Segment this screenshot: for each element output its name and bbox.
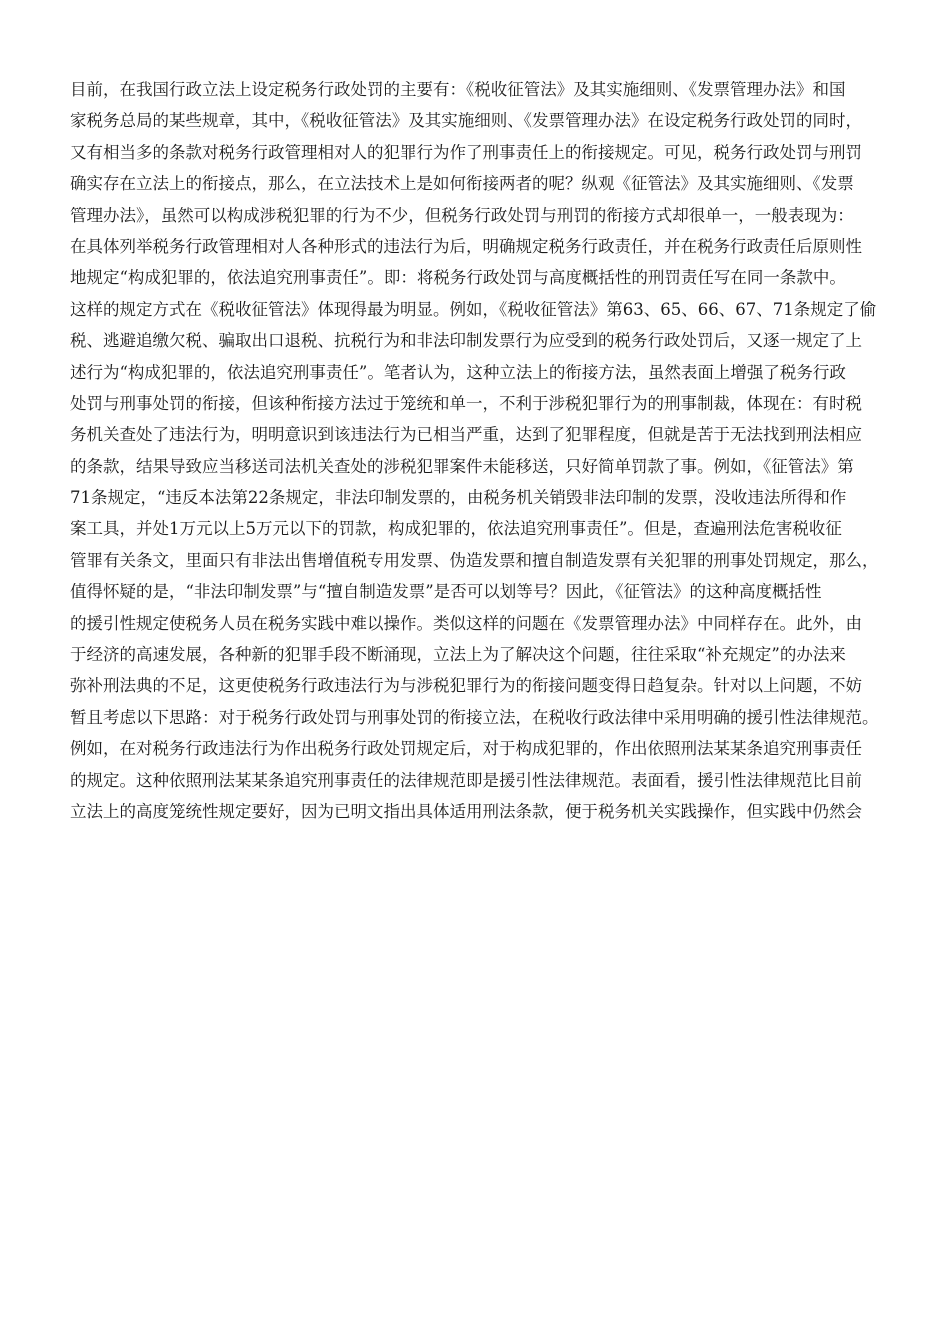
text-line-11: 处罚与刑事处罚的衔接，但该种衔接方法过于笼统和单一，不利于涉税犯罪行为的刑事制裁，体现在：有时税 <box>70 393 862 413</box>
text-line-17: 值得怀疑的是，“非法印制发票”与“擅自制造发票”是否可以划等号？因此，《征管法》的这种高度概括性 <box>70 582 822 602</box>
text-line-23: 的规定。这种依照刑法某某条追究刑事责任的法律规范即是援引性法律规范。表面看，援引性法律规范比目前 <box>70 770 862 790</box>
text-line-22: 例如，在对税务行政违法行为作出税务行政处罚规定后，对于构成犯罪的，作出依照刑法某某条追究刑事责任 <box>70 739 862 759</box>
text-line-1: 目前，在我国行政立法上设定税务行政处罚的主要有：《税收征管法》及其实施细则、《发票管理办法》和国 <box>70 80 846 99</box>
text-line-12: 务机关查处了违法行为，明明意识到该违法行为已相当严重，达到了犯罪程度，但就是苦于无法找到刑法相应 <box>70 425 862 445</box>
text-line-5: 管理办法》，虽然可以构成涉税犯罪的行为不少，但税务行政处罚与刑罚的衔接方式却很单一，一般表现为： <box>70 205 854 225</box>
text-line-6: 在具体列举税务行政管理相对人各种形式的违法行为后，明确规定税务行政责任，并在税务行政责任后原则性 <box>70 236 862 256</box>
text-line-15: 案工具，并处1万元以上5万元以下的罚款，构成犯罪的，依法追究刑事责任”。但是，查遍刑法危害税收征 <box>70 519 842 539</box>
text-line-13: 的条款，结果导致应当移送司法机关查处的涉税犯罪案件未能移送，只好简单罚款了事。例如，《征管法》第 <box>70 456 854 476</box>
text-line-2: 家税务总局的某些规章，其中，《税收征管法》及其实施细则、《发票管理办法》在设定税务行政处罚的同时， <box>70 111 862 131</box>
text-line-9: 税、逃避追缴欠税、骗取出口退税、抗税行为和非法印制发票行为应受到的税务行政处罚后，又逐一规定了上 <box>70 331 862 351</box>
text-line-19: 于经济的高速发展，各种新的犯罪手段不断涌现，立法上为了解决这个问题，往往采取“补充规定”的办法来 <box>70 645 846 665</box>
text-line-14: 71条规定，“违反本法第22条规定，非法印制发票的，由税务机关销毁非法印制的发票，没收违法所得和作 <box>70 488 847 508</box>
text-line-10: 述行为“构成犯罪的，依法追究刑事责任”。笔者认为，这种立法上的衔接方法，虽然表面上增强了税务行政 <box>70 362 846 382</box>
text-line-8: 这样的规定方式在《税收征管法》体现得最为明显。例如，《税收征管法》第63、65、66、67、71条规定了偷 <box>70 299 877 319</box>
text-line-4: 确实存在立法上的衔接点，那么，在立法技术上是如何衔接两者的呢？纵观《征管法》及其实施细则、《发票 <box>70 174 854 194</box>
document-body <box>70 74 890 827</box>
text-line-20: 弥补刑法典的不足，这更使税务行政违法行为与涉税犯罪行为的衔接问题变得日趋复杂。针对以上问题，不妨 <box>70 676 862 696</box>
text-line-16: 管罪有关条文，里面只有非法出售增值税专用发票、伪造发票和擅自制造发票有关犯罪的刑事处罚规定，那么， <box>70 550 879 570</box>
text-line-24: 立法上的高度笼统性规定要好，因为已明文指出具体适用刑法条款，便于税务机关实践操作，但实践中仍然会 <box>70 801 862 821</box>
text-line-18: 的援引性规定使税务人员在税务实践中难以操作。类似这样的问题在《发票管理办法》中同样存在。此外，由 <box>70 613 862 633</box>
text-line-3: 又有相当多的条款对税务行政管理相对人的犯罪行为作了刑事责任上的衔接规定。可见，税务行政处罚与刑罚 <box>70 142 862 162</box>
text-line-7: 地规定“构成犯罪的，依法追究刑事责任”。即：将税务行政处罚与高度概括性的刑罚责任写在同一条款中。 <box>70 268 846 288</box>
text-line-21: 暂且考虑以下思路：对于税务行政处罚与刑事处罚的衔接立法，在税收行政法律中采用明确的援引性法律规范。 <box>70 707 879 727</box>
